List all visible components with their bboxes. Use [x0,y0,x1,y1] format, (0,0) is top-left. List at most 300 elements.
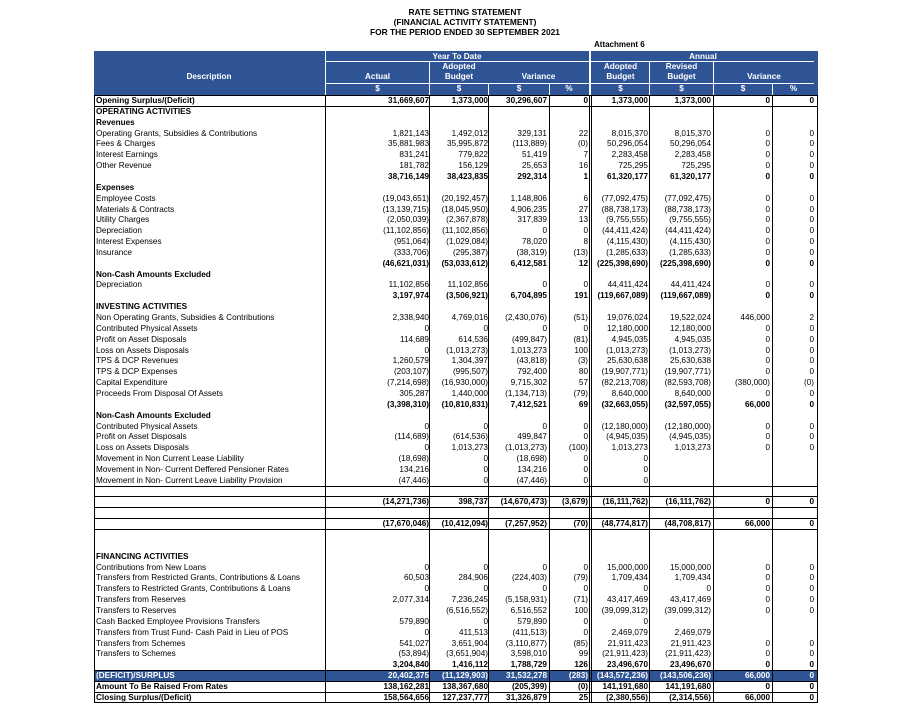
row-description: Transfers to Reserves [96,605,177,615]
row-value: 0 [765,443,770,453]
row-value: (39,099,312) [601,605,648,615]
row-value: 0 [809,562,814,572]
row-value: 12,180,000 [670,323,711,333]
row-value: (12,180,000) [601,421,648,431]
row-value: 0 [765,291,770,301]
row-value: (1,285,633) [606,247,648,257]
row-value: 0 [542,280,547,290]
row-value: 30,296,607 [506,96,547,105]
row-value [653,551,711,562]
row-value [550,540,588,551]
row-value: 23,496,670 [670,660,711,670]
row-value [326,540,429,551]
row-value: 725,295 [618,161,648,171]
row-value: 69 [578,399,588,409]
row-value: 1,373,000 [674,96,711,105]
row-value [774,529,814,540]
row-value [715,410,770,421]
row-value [326,301,429,312]
table-row [94,507,818,518]
row-description: Expenses [96,182,135,192]
row-value [653,106,711,117]
row-value: (0) [577,139,588,149]
row-value: (143,572,236) [597,671,648,681]
row-value [430,301,488,312]
row-value: 0 [809,226,814,236]
row-value: 1,416,112 [452,660,488,670]
row-value: 44,411,424 [607,280,648,290]
row-value [715,182,770,193]
row-value: 16 [578,161,588,171]
row-description: Cash Backed Employee Provisions Transfers [96,616,260,626]
table-row [94,583,818,594]
row-value: (2,380,556) [606,692,648,702]
row-value: (16,111,762) [602,497,648,507]
row-value: 0 [542,562,547,572]
row-value [653,269,711,280]
row-value: 0 [643,475,648,485]
table-row [94,334,818,345]
row-value [550,301,588,312]
row-value: 15,000,000 [670,562,711,572]
row-value: 25,653 [521,161,547,171]
row-value: 541,027 [399,638,429,648]
row-value: 66,000 [744,399,770,409]
row-value: 7,236,245 [451,595,488,605]
row-value: (143,506,236) [660,671,711,681]
header-actual: Actual [364,72,391,81]
row-value: (19,907,771) [664,367,711,377]
row-value: 0 [542,584,547,594]
row-value: 43,417,469 [670,595,711,605]
row-description: Fees & Charges [96,139,156,149]
row-value: 50,296,054 [670,139,711,149]
table-row [94,366,818,377]
row-value: 0 [643,616,648,626]
row-value [774,616,814,627]
header-revised-budget: Budget [667,72,696,81]
row-value: (2,430,076) [505,313,547,322]
row-value: 0 [583,464,588,474]
table-row [94,421,818,432]
row-value: 19,076,024 [607,313,648,322]
row-value: 1,013,273 [611,443,648,453]
row-value: 11,102,856 [388,280,429,290]
row-value [715,507,770,518]
row-value: 0 [809,573,814,583]
row-value [550,486,588,497]
row-value: 0 [765,497,770,507]
row-value: 2 [809,313,814,322]
row-value [326,410,429,421]
row-value: 20,402,375 [388,671,429,681]
header-revised: Revised [665,62,698,71]
report-subtitle: (FINANCIAL ACTIVITY STATEMENT) [393,17,537,27]
row-description: Loss on Assets Disposals [96,443,189,453]
row-value: (12,180,000) [664,421,711,431]
row-value: 35,881,983 [388,139,429,149]
row-value [550,529,588,540]
header-description: Description [186,72,232,81]
row-value: 4,906,235 [510,204,547,214]
header-ytd-adopted: Adopted [442,62,476,71]
table-row [94,279,818,290]
row-value: 2,338,940 [392,313,429,322]
row-value: 0 [765,388,770,398]
row-value: (21,911,423) [602,649,648,659]
row-value: 0 [765,215,770,225]
row-value: 0 [583,280,588,290]
row-value: (10,412,094) [441,519,488,529]
row-value [715,551,770,562]
table-row [94,258,818,269]
row-value: 0 [765,323,770,333]
table-row [94,345,818,356]
row-value: 0 [809,280,814,290]
table-body [94,95,818,702]
report-title: RATE SETTING STATEMENT [408,7,522,17]
row-description: Transfers to Restricted Grants, Contributions & Loans [96,584,291,594]
row-value: 292,314 [517,171,547,181]
table-row [94,442,818,453]
unit-dollar: $ [679,84,684,93]
unit-dollar: $ [516,84,522,93]
row-value: 191 [574,291,588,301]
row-value [715,269,770,280]
row-value: 0 [809,421,814,431]
row-value: (1,285,633) [669,247,711,257]
row-value: (18,045,950) [441,204,488,214]
row-description: Operating Grants, Subsidies & Contributions [96,128,258,138]
row-value [653,453,711,464]
row-value: 134,216 [517,464,547,474]
row-value: 127,237,777 [442,692,488,702]
row-value: 0 [809,649,814,659]
row-description: Transfers from Trust Fund- Cash Paid in Lieu of POS [96,627,289,637]
row-value [491,507,547,518]
row-value: 0 [483,454,488,464]
row-value [653,182,711,193]
row-value [653,464,711,475]
table-row [94,638,818,649]
row-value [550,507,588,518]
table-row [94,204,818,215]
table-row [94,106,818,117]
row-description [96,518,324,529]
row-description: Utility Charges [96,215,150,225]
row-value: 25 [578,692,588,702]
row-value: 0 [809,345,814,355]
row-value: (44,411,424) [602,226,648,236]
row-value: 0 [809,605,814,615]
row-description [96,486,324,497]
row-value: (20,192,457) [441,193,488,203]
row-value [592,540,648,551]
row-value: 0 [583,584,588,594]
row-value: 141,191,680 [602,681,648,691]
row-value: (4,115,430) [606,237,648,247]
row-value: (47,446) [516,475,547,485]
row-value: 1,013,273 [510,345,547,355]
row-value: 0 [643,454,648,464]
row-value: 0 [809,204,814,214]
row-value: (16,111,762) [665,497,711,507]
row-value [550,106,588,117]
row-description: Depreciation [96,226,142,236]
table-row [94,540,818,551]
row-value: 19,522,024 [670,313,711,322]
row-value [430,106,488,117]
row-value: 78,020 [521,237,547,247]
row-value [774,551,814,562]
row-value: (119,667,089) [597,291,648,301]
row-description [96,540,324,551]
table-row [94,138,818,149]
row-value [774,117,814,128]
row-description: Profit on Asset Disposals [96,334,187,344]
row-value: (205,399) [511,681,547,691]
row-value: 12 [578,258,588,268]
row-value: 0 [765,638,770,648]
row-description: Amount To Be Raised From Rates [96,681,228,691]
row-value: (53,033,612) [441,258,488,268]
row-value: (4,945,035) [606,432,648,442]
row-value [715,475,770,486]
row-value: (1,013,273) [669,345,711,355]
row-description: Movement in Non- Current Leave Liability Provision [96,475,283,485]
row-value: 0 [809,193,814,203]
row-value: (39,099,312) [664,605,711,615]
row-value: 4,945,035 [674,334,711,344]
table-row [94,355,818,366]
row-value: (114,689) [394,432,429,442]
row-value: 3,204,840 [392,660,429,670]
row-value: (44,411,424) [665,226,711,236]
row-value: 181,782 [399,161,429,171]
row-value: 11,102,856 [447,280,488,290]
row-value: (380,000) [734,378,770,388]
table-row [94,214,818,225]
header-ytd-variance: Variance [521,72,556,81]
row-value [430,410,488,421]
row-value [774,182,814,193]
row-value [774,486,814,497]
attachment-label: Attachment 6 [594,40,645,49]
row-value: (3,506,921) [446,291,488,301]
row-value: 0 [424,421,429,431]
row-value: 792,400 [517,367,547,377]
row-value [430,182,488,193]
row-value: 0 [809,247,814,257]
row-value: 0 [809,334,814,344]
row-value: (51) [573,313,588,322]
row-description: Transfers to Schemes [96,649,176,659]
row-value [491,301,547,312]
row-description [96,507,324,518]
row-value [430,117,488,128]
row-value: 4,769,016 [451,313,488,322]
row-value: 0 [424,562,429,572]
row-value: (499,847) [511,334,547,344]
unit-percent: % [789,84,798,93]
row-value: 0 [809,128,814,138]
row-value [326,117,429,128]
row-value: 66,000 [744,692,770,702]
row-value: (283) [568,671,588,681]
row-value: 1,709,434 [674,573,711,583]
table-row [94,247,818,258]
row-description: Transfers from Schemes [96,638,186,648]
row-value: 3,598,010 [510,649,547,659]
row-value: 0 [809,443,814,453]
row-value: 0 [765,649,770,659]
row-value [550,410,588,421]
row-value [430,551,488,562]
table-header [94,51,818,95]
row-value: 138,162,281 [383,681,429,691]
table-row [94,149,818,160]
row-value: 0 [765,367,770,377]
table-row [94,410,818,421]
row-value [774,464,814,475]
row-value: 8,640,000 [611,388,648,398]
row-value: 1,709,434 [611,573,648,583]
row-description: Interest Expenses [96,237,162,247]
row-value [653,507,711,518]
row-value [491,486,547,497]
row-value: 0 [765,237,770,247]
row-value [774,269,814,280]
row-value: (18,698) [516,454,547,464]
row-value [715,616,770,627]
row-value: 1,492,012 [451,128,488,138]
unit-dollar: $ [740,84,746,93]
row-value: (1,013,273) [505,443,547,453]
row-value: (79) [573,388,588,398]
row-value: (19,043,651) [382,193,429,203]
row-value [592,117,648,128]
row-value: 0 [809,399,814,409]
row-value: 13 [578,215,588,225]
row-value [774,540,814,551]
row-value: (411,513) [512,627,547,637]
row-value: 0 [765,584,770,594]
row-value: 0 [765,605,770,615]
row-value: 156,129 [458,161,488,171]
row-value [774,301,814,312]
row-value: (46,621,031) [382,258,429,268]
row-value: (225,398,690) [660,258,711,268]
row-value: 0 [583,454,588,464]
row-description: Contributed Physical Assets [96,421,198,431]
row-description [96,529,324,540]
unit-percent: % [565,84,573,93]
row-value: 44,411,424 [670,280,711,290]
table-row [94,627,818,638]
table-row [94,236,818,247]
row-value: 0 [765,356,770,366]
row-value: (2,314,556) [669,692,711,702]
unit-dollar: $ [618,84,623,93]
row-value: 0 [765,247,770,257]
table-row [94,182,818,193]
row-value: 100 [574,345,588,355]
row-value [592,269,648,280]
row-value: 614,536 [458,334,488,344]
row-value: 2,469,079 [611,627,648,637]
row-value: (82,213,708) [601,378,648,388]
row-value: (79) [573,573,588,583]
row-value: (88,738,173) [664,204,711,214]
row-value: 0 [483,421,488,431]
table-row [94,312,818,323]
table-row [94,572,818,583]
row-description [96,290,324,301]
row-description [96,399,324,410]
row-description: Insurance [96,247,132,257]
row-value [592,410,648,421]
row-value [550,269,588,280]
row-value [491,106,547,117]
row-value: (951,064) [393,237,429,247]
table-row [94,529,818,540]
row-value: 0 [483,562,488,572]
row-value: (9,755,555) [606,215,648,225]
row-value [774,507,814,518]
row-value: (85) [573,638,588,648]
row-value: 411,513 [459,627,488,637]
row-value [715,540,770,551]
table-row [94,551,818,562]
row-value: (113,889) [512,139,547,149]
row-value: 0 [765,562,770,572]
row-value: (3,398,310) [387,399,429,409]
row-value: (71) [573,595,588,605]
table-row [94,562,818,573]
row-description: TPS & DCP Revenues [96,356,179,366]
row-value [774,453,814,464]
row-value: 25,630,638 [670,356,711,366]
table-row [94,301,818,312]
row-value: (3) [577,356,588,366]
row-value: 0 [483,475,488,485]
row-value: 8,015,370 [674,128,711,138]
row-value: 2,283,458 [611,150,648,160]
row-value [715,529,770,540]
row-value [774,627,814,638]
table-row [94,605,818,616]
row-value [592,106,648,117]
row-value: (100) [568,443,588,453]
row-description: FINANCING ACTIVITIES [96,551,189,561]
row-value: 579,890 [399,616,429,626]
row-value: 0 [765,432,770,442]
row-description: Non Operating Grants, Subsidies & Contributions [96,313,275,322]
row-description [96,258,324,269]
row-value: 50,296,054 [607,139,648,149]
row-value: (1,013,273) [446,345,488,355]
row-value: 0 [809,291,814,301]
row-value: 38,716,149 [388,171,429,181]
row-description: Opening Surplus/(Deficit) [96,96,195,105]
row-value: (19,907,771) [601,367,648,377]
row-value: 43,417,469 [607,595,648,605]
row-value: 446,000 [740,313,770,322]
row-value [326,486,429,497]
table-row [94,496,818,507]
row-value: (2,367,878) [446,215,488,225]
row-value: 23,496,670 [607,660,648,670]
